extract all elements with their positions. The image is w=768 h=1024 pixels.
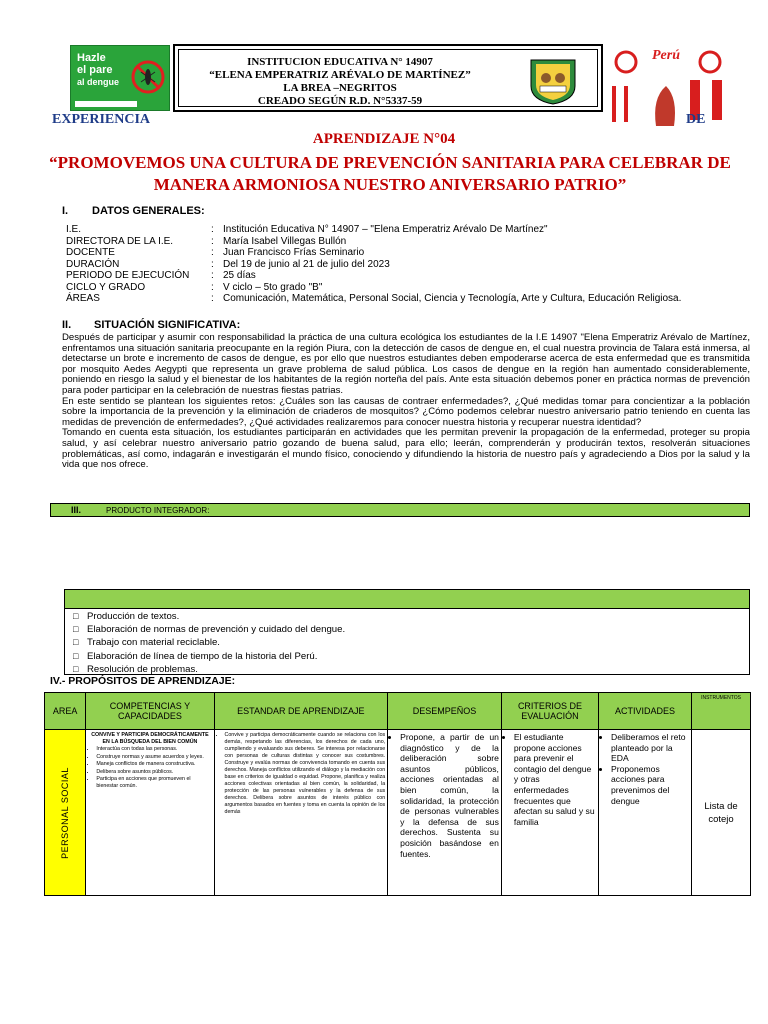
capacidad-item: • Delibera sobre asuntos públicos. <box>96 769 211 776</box>
desempenos-cell <box>388 730 502 896</box>
general-row: DURACIÓN : Del 19 de junio al 21 de julio del 2023 <box>66 258 390 270</box>
situation-paragraph: Después de participar y asumir con responsabilidad la práctica de una cultura ecológica los estudiantes de la I.E 14907 "Elena Emperatriz Arévalo de Martínez, enfrentamos una situación sanitaria preocupante en la región Piura, con la detección de casos de dengue en, el cual nuestra provincia de Talara está inmersa, al detectarse un brote e incremento de casos de dengue, es por ello que nuestros estudiantes deben empoderarse acerca de esta enfermedad que es transmitida por mosquito Aedes Aegypti que representa un grave problema de salud pública. Los casos de dengue en la región han aumentado considerablemente, poniendo en riesgo la salud y el bienestar de los habitantes de la región norteña del país. Ante esta situación debemos poner en práctica normas de prevención para poder participar en la celebración de nuestras fiestas patrias. <box>62 332 750 396</box>
col-header-criterios: CRITERIOS DE EVALUACIÓN <box>501 693 598 730</box>
badge-line: al dengue <box>77 77 120 87</box>
criterios-cell <box>501 730 598 896</box>
badge-line: Hazle <box>77 52 106 64</box>
col-header-instrumentos: INSTRUMENTOS <box>692 693 751 730</box>
competencia-title: CONVIVE Y PARTICIPA DEMOCRÁTICAMENTE EN LA BÚSQUEDA DEL BIEN COMÚN <box>91 732 209 745</box>
col-header-area: AREA <box>45 693 86 730</box>
capacidad-item: • Participa en acciones que promueven el bienestar común. <box>96 776 211 790</box>
capacidad-item: • Interactúa con todas las personas. <box>96 746 211 753</box>
actividad-item: • Proponemos acciones para prevenimos del dengue <box>611 764 689 806</box>
products-box-header <box>65 590 749 609</box>
competencias-cell <box>86 730 214 896</box>
document-title: “PROMOVEMOS UNA CULTURA DE PREVENCIÓN SANITARIA PARA CELEBRAR DE MANERA ARMONIOSA NUESTRO ANIVERSARIO PATRIO” <box>49 153 731 194</box>
peru-wordmark: Perú <box>652 48 680 63</box>
general-value: Juan Francisco Frías Seminario <box>223 247 365 258</box>
area-cell <box>45 730 86 896</box>
product-item: □ Producción de textos. <box>73 610 749 623</box>
actividad-item: • Deliberamos el reto planteado por la EDA <box>611 732 689 764</box>
general-row: I.E. : Institución Educativa N° 14907 – "Elena Emperatriz Arévalo De Martínez" <box>66 224 548 235</box>
general-row: CICLO Y GRADO : V ciclo – 5to grado "B" <box>66 281 323 293</box>
product-item: □ Trabajo con material reciclable. <box>73 636 749 649</box>
table-row <box>45 730 751 896</box>
instrumento-text: Lista de cotejo <box>704 800 738 825</box>
situation-paragraph: Tomando en cuenta esta situación, los estudiantes participarán en actividades que les permitan prevenir la propagación de la enfermedad, proteger su propia salud, y así celebrar nuestro aniversario patrio gozando de buena salud, para ello; leerán, comprenderán y producirán textos, resolverán situaciones problemáticas, así como, indagarán e investigarán el mundo físico, conociendo y difundiendo la historia de nuestro país y agradeciendo a Dios por la salud y la vida que nos ofrece. <box>62 427 750 471</box>
badge-footer-strip <box>75 101 137 107</box>
section-i-number: I. <box>62 205 69 217</box>
dengue-campaign-logo <box>70 45 170 111</box>
capacidad-item: • Maneja conflictos de manera constructiva. <box>96 761 211 768</box>
general-data-list <box>66 224 681 305</box>
general-key: I.E. <box>66 224 82 235</box>
col-header-competencias: COMPETENCIAS Y CAPACIDADES <box>86 693 214 730</box>
capacidad-item: • Construye normas y asume acuerdos y leyes. <box>96 754 211 761</box>
desempeno-text: • Propone, a partir de un diagnóstico y de la deliberación sobre asuntos públicos, acciones orientadas al bien común, la solidaridad, la protección de personas vulnerables y la defensa de sus derechos. Sustenta su posición basándose en fuentes. <box>400 732 499 859</box>
general-key: ÁREAS <box>66 293 100 304</box>
experiencia-label: EXPERIENCIA <box>52 112 151 127</box>
general-key: CICLO Y GRADO <box>66 281 146 293</box>
general-value: Del 19 de junio al 21 de julio del 2023 <box>223 258 390 270</box>
general-value: María Isabel Villegas Bullón <box>223 235 347 247</box>
section-iv-heading: IV.- PROPÓSITOS DE APRENDIZAJE: <box>50 675 236 687</box>
col-header-estandar: ESTANDAR DE APRENDIZAJE <box>214 693 388 730</box>
school-crest-icon <box>527 56 579 106</box>
general-row: PERIODO DE EJECUCIÓN : 25 días <box>66 270 256 281</box>
instrumento-cell <box>692 730 751 896</box>
learning-purposes-table <box>44 692 751 896</box>
school-line-2: “ELENA EMPERATRIZ ARÉVALO DE MARTÍNEZ” <box>209 69 471 81</box>
capacidades-list <box>88 746 211 790</box>
mosquito-icon <box>131 54 165 100</box>
product-header-bar <box>50 503 750 517</box>
general-value: 25 días <box>223 270 256 281</box>
actividades-cell <box>599 730 692 896</box>
products-list <box>65 609 749 676</box>
section-iii-heading: PRODUCTO INTEGRADOR: <box>106 506 210 515</box>
general-row: DIRECTORA DE LA I.E. : María Isabel Villegas Bullón <box>66 235 347 247</box>
section-ii-heading: SITUACIÓN SIGNIFICATIVA: <box>94 319 241 331</box>
product-item: □ Resolución de problemas. <box>73 663 749 676</box>
badge-line: el pare <box>77 64 113 76</box>
school-line-4: CREADO SEGÚN R.D. N°5337-59 <box>257 95 423 107</box>
general-value: V ciclo – 5to grado "B" <box>223 281 323 293</box>
de-label: DE <box>686 112 706 127</box>
section-ii-number: II. <box>62 319 72 331</box>
section-i-heading: DATOS GENERALES: <box>92 205 205 217</box>
criterio-text: • El estudiante propone acciones para prevenir el contagio del dengue y otras enfermedades frecuentes que afectan su salud y su familia <box>514 732 596 827</box>
general-key: DOCENTE <box>66 247 115 258</box>
school-line-3: LA BREA –NEGRITOS <box>283 82 397 94</box>
aprendizaje-number: APRENDIZAJE N°04 <box>312 131 456 147</box>
general-key: PERIODO DE EJECUCIÓN <box>66 270 190 281</box>
general-value: Institución Educativa N° 14907 – "Elena Emperatriz Arévalo De Martínez" <box>223 224 548 235</box>
product-item: □ Elaboración de normas de prevención y cuidado del dengue. <box>73 623 749 636</box>
col-header-desempenos: DESEMPEÑOS <box>388 693 502 730</box>
school-line-1: INSTITUCION EDUCATIVA N° 14907 <box>247 56 433 68</box>
situation-paragraph: En este sentido se plantean los siguientes retos: ¿Cuáles son las causas de contraer enfermedades?, ¿Qué medidas tomar para concientizar a la población sobre la importancia de la prevención y la eliminación de criaderos de mosquitos? ¿Cómo podemos celebrar nuestro aniversario patrio teniendo en cuenta las medidas de prevención de enfermedades?, ¿Qué actividades realizaremos para conocer nuestra historia y recuperar nuestra identidad? <box>62 395 750 428</box>
table-header-row <box>45 693 751 730</box>
general-row: DOCENTE : Juan Francisco Frías Seminario <box>66 247 365 258</box>
area-label: PERSONAL SOCIAL <box>60 766 71 859</box>
estandar-text: • Convive y participa democráticamente cuando se relaciona con los demás, respetando las diferencias, los derechos de cada uno, cumpliendo y evaluando sus deberes. Se interesa por relacionarse con personas de culturas distintas y conocer sus costumbres. Construye y evalúa normas de convivencia tomando en cuenta sus derechos. Maneja conflictos utilizando el diálogo y la mediación con base en criterios de igualdad o equidad. Propone, planifica y realiza acciones colectivas orientadas al bien común, la solidaridad, la protección de las personas vulnerables y la defensa de sus derechos. Delibera sobre asuntos de interés público con argumentos basados en fuentes y toma en cuenta la opinión de los demás <box>225 732 386 816</box>
school-banner <box>173 44 603 112</box>
products-box <box>64 589 750 675</box>
general-value: Comunicación, Matemática, Personal Social, Ciencia y Tecnología, Arte y Cultura, Educación Religiosa. <box>223 293 682 304</box>
col-header-actividades: ACTIVIDADES <box>599 693 692 730</box>
estandar-cell <box>214 730 388 896</box>
section-iii-number: III. <box>71 505 82 515</box>
general-key: DIRECTORA DE LA I.E. <box>66 235 174 247</box>
general-key: DURACIÓN <box>66 258 120 270</box>
situation-text <box>62 333 750 471</box>
general-row: ÁREAS : Comunicación, Matemática, Personal Social, Ciencia y Tecnología, Arte y Cultura, Educación Religiosa. <box>66 293 682 304</box>
peru-fiestas-patrias-logo <box>606 46 728 128</box>
product-item: □ Elaboración de línea de tiempo de la historia del Perú. <box>73 650 749 663</box>
